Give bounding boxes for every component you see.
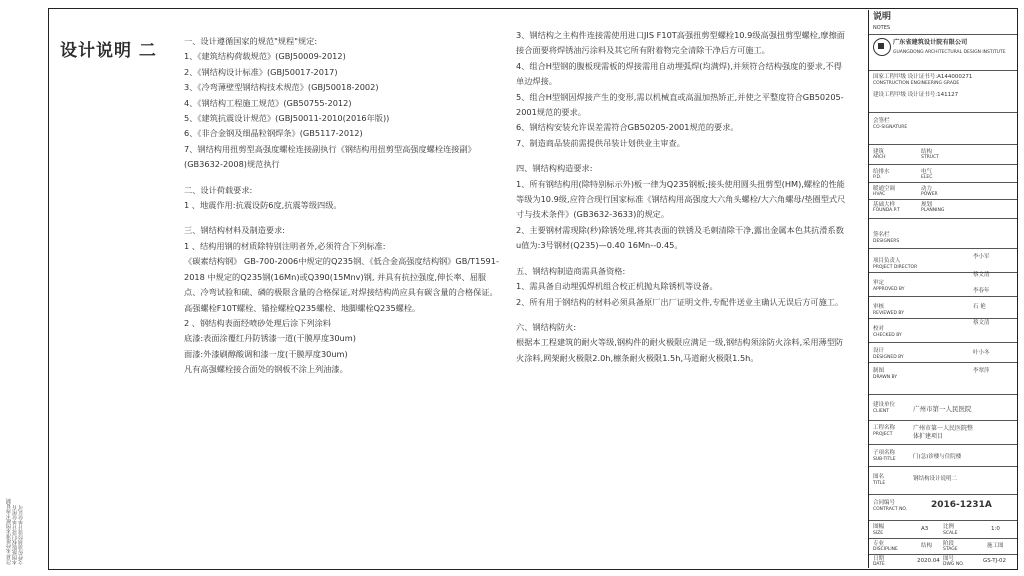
date-label: 日期 [873,556,885,562]
discipline-label: 动力 [921,186,933,192]
note-line: 底漆:表面涂覆红丹防锈漆一道(干膜厚度30um) [184,333,356,344]
note-paragraph: 2、所有用于钢结构的材料必须具备原厂出厂证明文件,专配件送业主确认无误后方可施工。 [516,296,844,307]
stage-label-en: STAGE [943,547,958,552]
project-label: 工程名称 [873,425,896,431]
client-label-en: CLIENT [873,409,889,414]
discipline-label: 给排水 [873,169,890,175]
discipline-label: 基础大样 [873,202,896,208]
discipline-label-en: ELEC [921,175,933,180]
discipline-label-en: P.D. [873,175,882,180]
discipline-label-en: ARCH [873,155,886,160]
discipline-label-en: HVAC [873,192,886,197]
note-line: 凡有高强螺栓接合面处的钢板不涂上列油漆。 [184,364,348,375]
note-paragraph: 2、主要钢材需现除(秒)除锈处理,将其表面的铁锈及毛刺清除干净,露出金属本色其抗滑系数u值为:3号钢材(Q235)—0.40 16Mn--0.45。 [516,224,844,251]
page-title: 设计说明 二 [60,41,157,61]
company-name-en: GUANGDONG ARCHITECTURAL DESIGN INSTITUTE [893,50,1006,55]
discipline-label-en: POWER [921,192,938,197]
signer-name: 李小军 [973,254,990,260]
subtitle-value: 门(急)诊楼与住院楼 [913,454,962,460]
discipline-label: 电气 [921,169,933,175]
side-note-line: 本图纸版权归设计单位所有 [12,505,18,565]
note-line: 1、需具备自动埋弧焊机组合校正机抛丸除锈机等设备。 [516,281,718,292]
note-line: 1 、结构用钢的材质除特别注明者外,必须符合下列标准: [184,240,386,251]
role-label: 审定 [873,280,885,286]
divider [869,70,1017,71]
note-line: 7、钢结构用扭剪型高强度螺栓连接副执行《钢结构用扭剪型高强度螺栓连接副》(GB3632-2008)规范执行 [184,143,476,170]
divider [869,248,1017,249]
stage-value: 施工图 [987,543,1004,549]
subtitle-label: 子项名称 [873,450,896,456]
drawing-number-value: GS-TJ-02 [983,558,1007,564]
size-label: 图幅 [873,524,885,530]
role-label: 设计 [873,348,885,354]
signer-name: 蔡文清 [973,320,990,326]
contract-number: 2016-1231A [931,500,992,510]
note-paragraph: 3、钢结构之主构件连接需使用进口JIS F10T高强扭剪型螺栓10.9级高强扭剪型螺栓,摩擦面接合面要将焊锈油污涂料及其它所有附着物完全清除干净后方可施工。 [516,30,845,56]
signer-name: 石 艳 [973,304,986,310]
title-block [868,10,1017,568]
drawing-number-label: 图号 [943,556,955,562]
divider [869,444,1017,445]
size-value: A3 [921,526,929,532]
divider [869,342,1017,343]
note-line: 1、《建筑结构荷载规范》(GBJ50009-2012) [184,51,346,62]
role-label-en: PROJECT DIRECTOR [873,265,918,270]
discipline-field-label-en: DISCIPLINE [873,547,898,552]
company-name: 广东省建筑设计院有限公司 [893,39,968,46]
section-heading: 六、钢结构防火: [516,321,577,332]
discipline-label: 暖通空调 [873,186,896,192]
note-paragraph: 根据本工程建筑的耐火等级,钢构件的耐火极限应满足一级,钢结构须涂防火涂料,采用薄型防火涂料,网架耐火极限2.0h,檩条耐火极限1.5h,马道耐火极限1.5h。 [516,337,844,363]
side-note-line: 注意:未经批准本图纸不得复制 [6,498,12,565]
divider [869,466,1017,467]
role-label-en: APPROVED BY [873,287,905,292]
notes-heading-en: NOTES [873,25,891,31]
note-line: 2、《钢结构设计标准》(GBJ50017-2017) [184,66,338,77]
role-label: 项目负责人 [873,258,901,264]
signer-name: 蔡文清 [973,272,990,278]
discipline-field-value: 结构 [921,543,933,549]
project-name: 广州市第一人民医院整体扩建项目 [913,425,974,440]
cert-line-en: CONSTRUCTION ENGINEERING GRADE [873,81,960,86]
note-paragraph: 《碳素结构钢》 GB-700-2006中规定的Q235钢、《低合金高强度结构钢》GB/T1591-2018 中规定的Q235钢(16Mn)或Q390(15Mnv)钢, 并具有抗拉强度,伸长率、屈服点、冷弯试验和硫、磷的极限含量的合格保证,对焊接结构尚应具有碳含量的合格保证。高强螺栓F10T螺栓、锚拴螺栓Q235螺栓、地脚螺栓Q235螺栓。 [184,256,499,313]
note-line: 面漆:外漆刷醇酸调和漆一度(干膜厚度30um) [184,348,348,359]
divider [869,494,1017,495]
designers-heading: 签名栏 [873,232,890,238]
discipline-label: 规划 [921,202,933,208]
contract-label-en: CONTRACT NO. [873,507,908,512]
notes-column-left [184,34,502,378]
section-heading: 四、钢结构构造要求: [516,163,593,174]
stage-label: 阶段 [943,541,955,547]
role-label: 制图 [873,368,885,374]
section-heading: 五、钢结构制造商需具备资格: [516,265,626,276]
company-logo-icon [873,38,891,56]
note-line: 7、制造商品装前需提供吊装计划供业主审查。 [516,137,685,148]
date-label-en: DATE [873,562,885,567]
note-line: 2 、钢结构表面经喷砂处理后涂下列涂料 [184,317,331,328]
cert-line: 建设工程甲级 设计证书号:141127 [873,92,959,98]
signer-name: 李春年 [973,288,990,294]
scale-label: 比例 [943,524,955,530]
designers-heading-en: DESIGNERS [873,239,900,244]
notes-heading: 说明 [873,12,892,22]
divider [869,164,1017,165]
divider [869,144,1017,145]
role-label-en: DESIGNED BY [873,355,904,360]
drawing-title-value: 钢结构设计说明二 [913,476,958,482]
divider [869,538,1017,539]
discipline-label: 结构 [921,149,933,155]
side-note-line: 文件传送须经设计单位认可 [18,505,24,565]
discipline-label: 建筑 [873,149,885,155]
scale-value: 1:0 [991,526,1000,532]
divider [869,394,1017,395]
note-paragraph: 4、组合H型钢的腹板现需板的焊接需用自动埋弧焊(均满焊),并须符合结构强度的要求,不得单边焊接。 [516,60,842,87]
note-line: 5、《建筑抗震设计规范》(GBJ50011-2010(2016年版)) [184,113,390,124]
drawing-title-label: 图名 [873,474,885,480]
role-label: 校对 [873,326,885,332]
divider [869,218,1017,219]
date-value: 2020.04 [917,558,940,564]
role-label: 审核 [873,304,885,310]
signer-name: 李翠萍 [973,368,990,374]
discipline-label-en: PLANNING [921,208,945,213]
note-line: 1 、地震作用:抗震设防6度,抗震等级四级。 [184,200,342,211]
client-name: 广州市第一人民医院 [913,405,972,413]
cert-line: 国家工程甲级 设计证书号:A144000271 [873,74,973,80]
role-label-en: DRAWN BY [873,375,898,380]
divider [869,182,1017,183]
seal-label: 会签栏 [873,118,890,124]
divider [869,296,1017,297]
divider [869,272,1017,273]
section-heading: 三、钢结构材料及制造要求: [184,225,286,236]
divider [869,34,1017,35]
note-line: 3、《冷弯薄壁型钢结构技术规范》(GBJ50018-2002) [184,82,379,93]
discipline-label-en: FOUNDA.P.T [873,208,900,213]
drawing-number-label-en: DWG NO. [943,562,964,567]
note-line: 4、《钢结构工程施工规范》(GB50755-2012) [184,97,352,108]
discipline-label-en: STRUCT [921,155,939,160]
note-line: 一、设计遵循国家的规范"规程"规定: [184,36,318,46]
divider [869,112,1017,113]
divider [869,520,1017,521]
discipline-field-label: 专业 [873,541,885,547]
side-copyright-note [6,440,44,570]
notes-column-right [516,28,846,366]
note-paragraph: 5、组合H型钢因焊接产生的变形,需以机械直或高温加热矫正,并使之平整度符合GB50205-2001规范的要求。 [516,91,844,118]
note-line: 6、钢结构安装允许误差需符合GB50205-2001规范的要求。 [516,122,739,133]
note-line: 6、《非合金钢及细晶粒钢焊条》(GB5117-2012) [184,128,363,139]
divider [869,554,1017,555]
project-label-en: PROJECT [873,432,893,437]
divider [869,420,1017,421]
divider [869,362,1017,363]
signer-name: 叶小冬 [973,350,990,356]
seal-label-en: CO-SIGNATURE [873,125,908,130]
drawing-title-label-en: TITLE [873,481,886,486]
size-label-en: SIZE [873,531,884,536]
scale-label-en: SCALE [943,531,958,536]
divider [869,199,1017,200]
subtitle-label-en: SUB-TITLE [873,457,896,462]
client-label: 建设单位 [873,402,896,408]
section-heading: 二、设计荷载要求: [184,184,253,195]
contract-label: 合同编号 [873,500,896,506]
role-label-en: REVIEWED BY [873,311,904,316]
note-paragraph: 1、所有钢结构用(除特别标示外)板一律为Q235钢板;接头使用圆头扭剪型(HM),螺栓的性能等级为10.9级,应符合现行国家标准《钢结构用高强度大六角头螺栓/大六角螺母/垫圈型式尺寸与技术条件》(GB3632-3633)的规定。 [516,178,846,220]
divider [869,318,1017,319]
role-label-en: CHECKED BY [873,333,902,338]
